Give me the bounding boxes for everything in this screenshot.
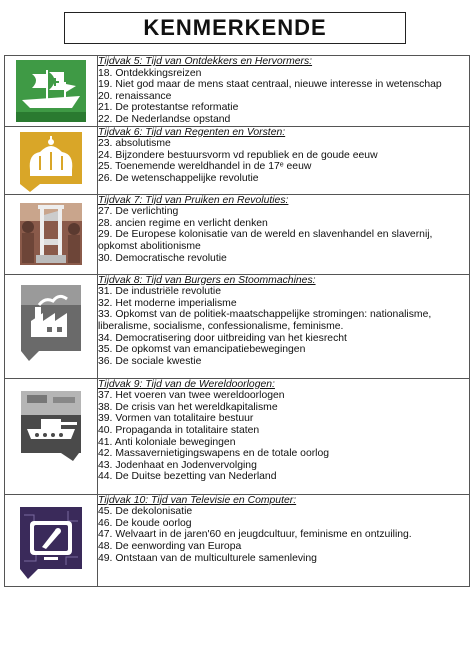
period-row [5,274,470,378]
list-item: 31. De industriële revolutie [98,286,222,298]
list-item: 45. De dekolonisatie [98,506,193,518]
television-icon [20,507,82,579]
period-row [5,378,470,494]
period-row [5,194,470,274]
ship-icon [16,60,86,122]
period-row [5,494,470,586]
list-item: 41. Anti koloniale bewegingen [98,436,236,448]
factory-icon [21,285,81,361]
list-item: 46. De koude oorlog [98,517,192,529]
list-item: 34. Democratisering door uitbreiding van het kiesrecht [98,332,347,344]
list-item: 24. Bijzondere bestuursvorm vd republiek en de goude eeuw [98,149,378,161]
period-title: Tijdvak 10: Tijd van Televisie en Computer: [98,494,297,506]
list-item: 32. Het moderne imperialisme [98,297,237,309]
period-row [5,126,470,194]
list-item: 22. De Nederlandse opstand [98,113,231,125]
list-item: 49. Ontstaan van de multiculturele samenleving [98,552,317,564]
list-item: 42. Massavernietigingswapens en de totale oorlog [98,448,330,460]
page-title: KENMERKENDE [64,12,406,44]
list-item: 23. absolutisme [98,138,171,150]
list-item: 27. De verlichting [98,206,179,218]
period-title: Tijdvak 6: Tijd van Regenten en Vorsten: [98,126,286,138]
periods-table [4,55,470,587]
list-item: 25. Toenemende wereldhandel in de 17ᵉ eeuw [98,161,312,173]
list-item: 37. Het voeren van twee wereldoorlogen [98,390,285,402]
list-item: 35. De opkomst van emancipatiebewegingen [98,344,306,356]
list-item: 28. ancien regime en verlicht denken [98,217,268,229]
crown-icon [20,132,82,192]
list-item: 43. Jodenhaat en Jodenvervolging [98,459,257,471]
list-item: 26. De wetenschappelijke revolutie [98,172,259,184]
list-item: 18. Ontdekkingsreizen [98,67,202,79]
list-item: 33. Opkomst van de politiek-maatschappelijke stromingen: nationalisme, liberalisme, socialisme, confessionalisme, feminisme. [98,309,432,332]
list-item: 39. Vormen van totalitaire bestuur [98,413,254,425]
list-item: 29. De Europese kolonisatie van de wereld en slavenhandel en slavernij, opkomst abolitionisme [98,229,433,252]
list-item: 30. Democratische revolutie [98,252,227,264]
list-item: 47. Welvaart in de jaren'60 en jeugdcultuur, feminisme en ontzuiling. [98,529,412,541]
period-title: Tijdvak 8: Tijd van Burgers en Stoommachines: [98,274,316,286]
list-item: 48. De eenwording van Europa [98,540,242,552]
tank-icon [21,391,81,461]
period-title: Tijdvak 5: Tijd van Ontdekkers en Hervormers: [98,56,313,67]
period-title: Tijdvak 9: Tijd van de Wereldoorlogen: [98,378,275,390]
guillotine-icon [20,203,82,265]
period-row [5,56,470,127]
list-item: 40. Propaganda in totalitaire staten [98,424,260,436]
list-item: 44. De Duitse bezetting van Nederland [98,471,277,483]
list-item: 19. Niet god maar de mens staat centraal, nieuwe interesse in wetenschap [98,79,442,91]
list-item: 20. renaissance [98,90,172,102]
list-item: 36. De sociale kwestie [98,355,202,367]
period-title: Tijdvak 7: Tijd van Pruiken en Revoluties: [98,194,289,206]
list-item: 21. De protestantse reformatie [98,102,239,114]
list-item: 38. De crisis van het wereldkapitalisme [98,401,278,413]
